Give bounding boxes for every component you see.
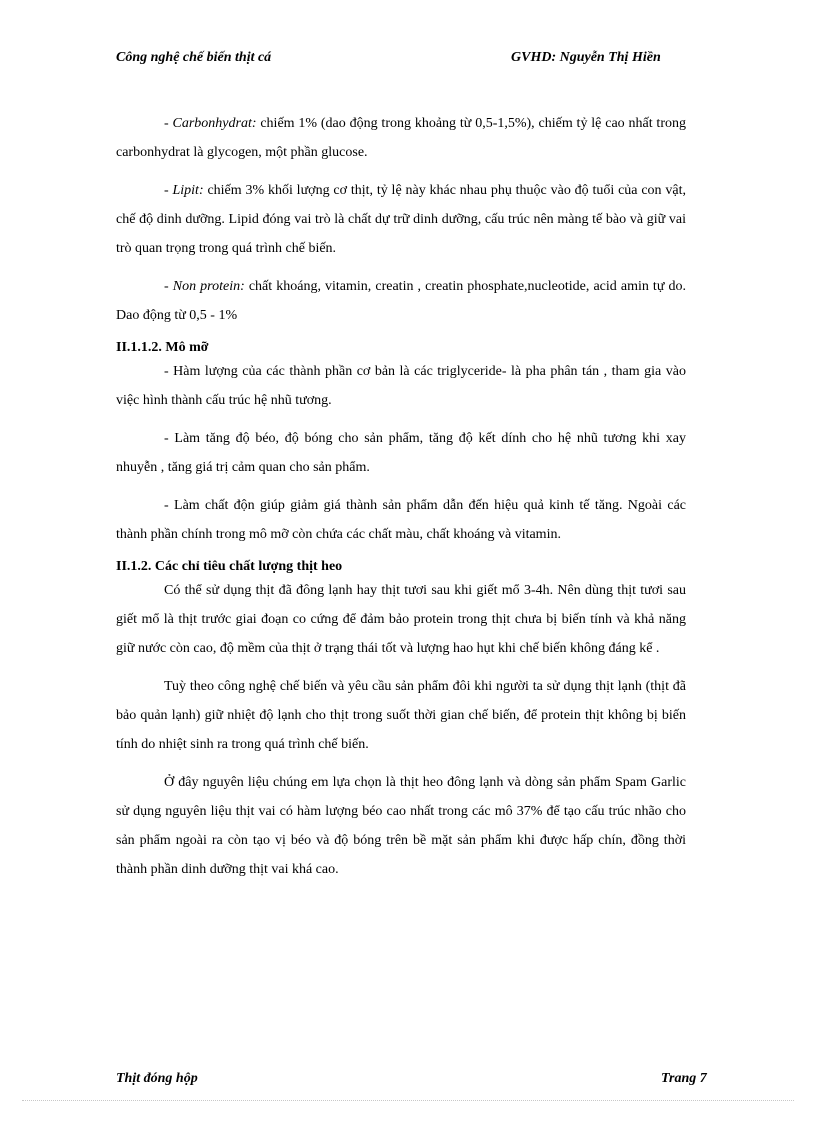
footer-title: Thịt đóng hộp	[116, 1071, 198, 1086]
paragraph-tuy-theo: Tuỳ theo công nghệ chế biến và yêu cầu sản phẩm đôi khi người ta sử dụng thịt lạnh (thịt đã bảo quản lạnh) giữ nhiệt độ lạnh cho thịt trong suốt thời gian chế biến, để protein thịt không bị biến tính do nhiệt sinh ra trong quá trình chế biến.	[116, 679, 686, 752]
header-instructor: GVHD: Nguyễn Thị Hiền	[511, 50, 661, 65]
paragraph-lam-tang: - Làm tăng độ béo, độ bóng cho sản phẩm, tăng độ kết dính cho hệ nhũ tương khi xay nhuyễn , tăng giá trị cảm quan cho sản phẩm.	[116, 431, 686, 475]
section-heading-chi-tieu: II.1.2. Các chỉ tiêu chất lượng thịt heo	[116, 559, 343, 574]
paragraph-lipit	[116, 176, 686, 263]
term-carbonhydrat: - Carbonhydrat:	[164, 116, 257, 131]
paragraph-carbonhydrat	[116, 109, 686, 167]
paragraph-dong-lanh: Có thể sử dụng thịt đã đông lạnh hay thịt tươi sau khi giết mổ 3-4h. Nên dùng thịt tươi sau giết mổ là thịt trước giai đoạn co cứng để đảm bảo protein trong thịt chưa bị biến tính và khả năng giữ nước còn cao, độ mềm của thịt ở trạng thái tốt và lượng hao hụt khi chế biến không đáng kể .	[116, 583, 686, 656]
section-heading-mo-mo: II.1.1.2. Mô mỡ	[116, 340, 209, 355]
paragraph-non-protein	[116, 272, 686, 330]
paragraph-text: chất khoáng, vitamin, creatin , creatin phosphate,nucleotide, acid amin tự do. Dao động từ 0,5 - 1%	[116, 279, 686, 323]
term-lipit: - Lipit:	[164, 183, 204, 198]
paragraph-chat-don: - Làm chất độn giúp giảm giá thành sản phẩm dẫn đến hiệu quả kinh tế tăng. Ngoài các thành phần chính trong mô mỡ còn chứa các chất màu, chất khoáng và vitamin.	[116, 498, 686, 542]
paragraph-text: chiếm 3% khối lượng cơ thịt, tỷ lệ này khác nhau phụ thuộc vào độ tuổi của con vật, chế độ dinh dưỡng. Lipid đóng vai trò là chất dự trữ dinh dưỡng, cấu trúc nên màng tế bào và giữ vai trò quan trọng trong quá trình chế biến.	[116, 183, 686, 256]
page-number: Trang 7	[661, 1071, 707, 1086]
paragraph-ham-luong: - Hàm lượng của các thành phần cơ bản là các triglyceride- là pha phân tán , tham gia vào việc hình thành cấu trúc hệ nhũ tương.	[116, 364, 686, 408]
paragraph-o-day: Ở đây nguyên liệu chúng em lựa chọn là thịt heo đông lạnh và dòng sản phẩm Spam Garlic sử dụng nguyên liệu thịt vai có hàm lượng béo cao nhất trong các mô 37% để tạo cấu trúc nhão cho sản phẩm ngoài ra còn tạo vị béo và độ bóng trên bề mặt sản phẩm khi được hấp chín, đồng thời thành phần dinh dưỡng thịt vai khá cao.	[116, 775, 686, 877]
footer-divider	[22, 1100, 794, 1101]
document-body	[116, 109, 686, 893]
term-non-protein: - Non protein:	[164, 279, 245, 294]
header-title: Công nghệ chế biến thịt cá	[116, 50, 272, 65]
paragraph-text: chiếm 1% (dao động trong khoảng từ 0,5-1,5%), chiếm tỷ lệ cao nhất trong carbonhydrat là glycogen, một phần glucose.	[116, 116, 686, 160]
